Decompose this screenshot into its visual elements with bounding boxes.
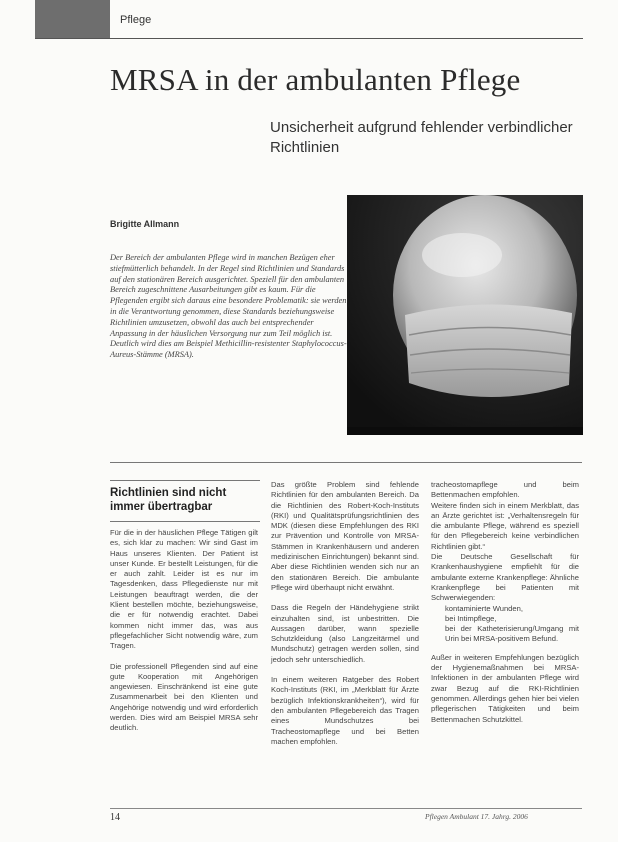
section-band [35, 0, 110, 38]
author: Brigitte Allmann [110, 219, 180, 229]
col2-paragraph-2: Dass die Regeln der Händehygiene strikt einzuhalten sind, ist unbestritten. Die Aussagen darüber, wann spezielle Schutzkleidung (also Langzeitärmel und Mundschutz) getragen werden sollen, sind jedoch sehr unterschiedlich. [271, 603, 419, 664]
column-1 [110, 528, 258, 744]
col1-paragraph-2: Die professionell Pflegenden sind auf eine gute Kooperation mit Angehörigen angewiesen. Einschränkend ist eine gute Zusammenarbeit bei den Klienten und Angehörige notwendig und wird erforderlich werden. Dies wird am Beispiel MRSA sehr deutlich. [110, 661, 258, 733]
col3-paragraph-2: Weitere finden sich in einem Merkblatt, das an Ärzte gerichtet ist: „Verhaltensregeln für die ambulante Pflege, während es speziell für den Pflegebereich keine verbindlichen Richtlinien gibt.“ [431, 500, 579, 551]
footer-rule [110, 808, 582, 809]
col3-paragraph-1: tracheostomapflege und beim Bettenmachen empfohlen. [431, 480, 579, 500]
col1-paragraph-1: Für die in der häuslichen Pflege Tätigen gilt es, sich klar zu machen: Wir sind Gast im Haus unseres Klienten. Der Patient ist unser Kunde. Er bestellt Leistungen, für die er auch zahlt. Leider ist es nur im Tagesdenken, dass Pflegedienste nur mit Leistungen beauftragt werden, die der Klient bestellen möchte, beziehungsweise, die er für notwendig erachtet. Dabei kommen nicht immer das, was aus pflegefachlicher Sicht notwendig wäre, zum Tragen. [110, 528, 258, 651]
column-2 [271, 480, 419, 757]
col2-paragraph-3: In einem weiteren Ratgeber des Robert Koch-Instituts (RKI, im „Merkblatt für Ärzte bezüglich Infektionskrankheiten“), wird für den ambulanten Pflegebereich das Tragen eines Mundschutzes bei Tracheostomapflege und bei Betten machen empfohlen. [271, 675, 419, 746]
section-label: Pflege [120, 14, 152, 26]
lead-text: Der Bereich der ambulanten Pflege wird in manchen Bezügen eher stiefmütterlich behandelt. In der Regel sind Richtlinien und Standards auf den stationären Bereich ausgerichtet. Speziell für den ambulanten Bereich zugeschnittene Ausarbeitungen gibt es kaum. Für die Pflegenden ergibt sich daraus eine besondere Problematik: sie werden in die Verantwortung genommen, diese Standards beziehungsweise Richtlinien umzusetzen, obwohl das auch bei entsprechender Anpassung in der häuslichen Versorgung nur zum Teil möglich ist. Deutlich wird dies am Beispiel Methicillin-resistenter Staphylococcus-Aureus-Stämme (MRSA). [110, 253, 347, 360]
box-rule-top [110, 480, 260, 481]
col3-list-item-3: bei der Katheterisierung/Umgang mit Urin bei MRSA-positivem Befund. [445, 624, 579, 644]
col3-paragraph-3: Die Deutsche Gesellschaft für Krankenhaushygiene empfiehlt für die ambulante externe Krankenpflege: Ähnliche Krankenpflege bei Patienten mit Schwerwiegenden: [431, 552, 579, 603]
col3-paragraph-4: Außer in weiteren Empfehlungen bezüglich der Hygienemaßnahmen bei MRSA-Infektionen in der ambulanten Pflege wird zwar Bezug auf die RKI-Richtlinien genommen. Allerdings gehen hier bei vielen pflegerischen Tätigkeiten und beim Bettenmachen Schutzkittel. [431, 652, 579, 724]
article-subtitle: Unsicherheit aufgrund fehlender verbindlicher Richtlinien [270, 119, 573, 156]
col3-list-item-1: kontaminierte Wunden, [445, 603, 523, 613]
mannequin-mask-photo [347, 195, 583, 435]
column-3 [431, 480, 579, 725]
box-rule-bottom [110, 521, 260, 522]
mid-rule [110, 462, 582, 463]
lead-paragraph [110, 253, 348, 361]
col2-paragraph-1: Das größte Problem sind fehlende Richtlinien für den ambulanten Bereich. Da die Richtlinien des Robert-Koch-Instituts (RKI) und Qualitätsprüfungsrichtlinien des MDK (diesen diese Empfehlungen des RKI zur Prävention und Kontrolle von MRSA-Stämmen in Krankenhäusern und anderen medizinischen Einrichtungen) bekannt sind. Aber diese Richtlinien wenden sich nur an den stationären Bereich. Die ambulante Pflege wird überhaupt nicht erwähnt. [271, 480, 419, 592]
journal-footer: Pflegen Ambulant 17. Jahrg. 2006 [425, 812, 528, 821]
page-number: 14 [110, 812, 120, 823]
box-heading: Richtlinien sind nicht immer übertragbar [110, 487, 227, 513]
article-title: MRSA in der ambulanten Pflege [110, 62, 521, 97]
top-rule [35, 38, 583, 39]
col3-list-item-2: bei Intimpflege, [445, 613, 497, 623]
